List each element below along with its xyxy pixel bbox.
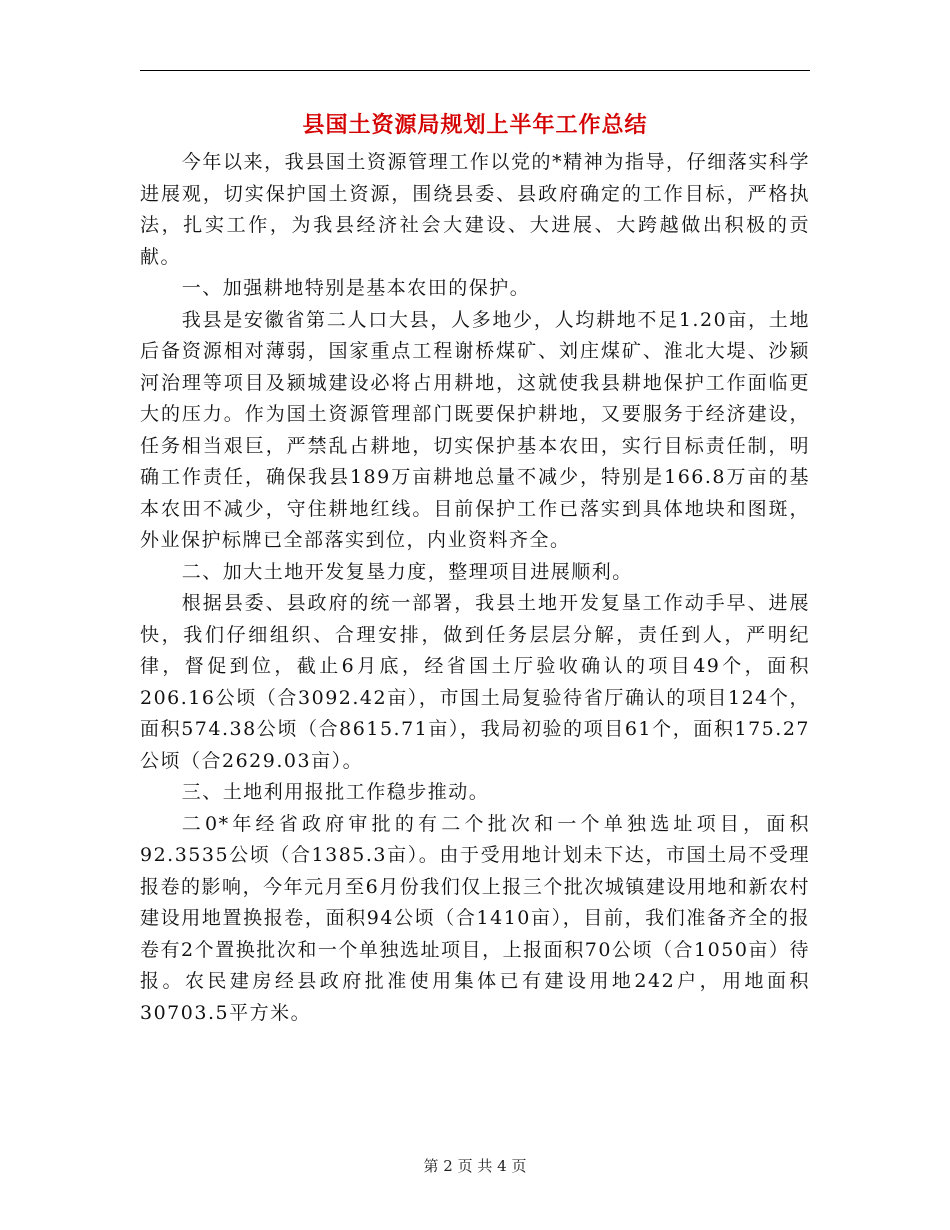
section-heading-farmland: 一、加强耕地特别是基本农田的保护。 xyxy=(181,277,531,299)
page-number: 第 2 页 共 4 页 xyxy=(423,1157,527,1175)
document-body xyxy=(140,147,810,1029)
paragraph-intro: 今年以来，我县国土资源管理工作以党的*精神为指导，仔细落实科学进展观，切实保护国土资源，围绕县委、县政府确定的工作目标，严格执法，扎实工作，为我县经济社会大建设、大进展、大跨越做出积极的贡献。 xyxy=(140,151,810,268)
section-heading-land-development: 二、加大土地开发复垦力度，整理项目进展顺利。 xyxy=(181,560,633,583)
paragraph-land-development: 根据县委、县政府的统一部署，我县土地开发复垦工作动手早、进展快，我们仔细组织、合理安排，做到任务层层分解，责任到人，严明纪律，督促到位，截止6月底，经省国土厅验收确认的项目49个，面积206.16公顷（合3092.42亩），市国土局复验待省厅确认的项目124个，面积574.38公顷（合8615.71亩），我局初验的项目61个，面积175.27公顷（合2629.03亩）。 xyxy=(140,592,810,772)
header-rule xyxy=(140,70,810,71)
section-heading-land-approval: 三、土地利用报批工作稳步推动。 xyxy=(181,781,490,803)
paragraph-farmland: 我县是安徽省第二人口大县，人多地少，人均耕地不足1.20亩，土地后备资源相对薄弱，国家重点工程谢桥煤矿、刘庄煤矿、淮北大堤、沙颍河治理等项目及颍城建设必将占用耕地，这就使我县耕地保护工作面临更大的压力。作为国土资源管理部门既要保护耕地，又要服务于经济建设，任务相当艰巨，严禁乱占耕地，切实保护基本农田，实行目标责任制，明确工作责任，确保我县189万亩耕地总量不减少，特别是166.8万亩的基本农田不减少，守住耕地红线。目前保护工作已落实到具体地块和图斑，外业保护标牌已全部落实到位，内业资料齐全。 xyxy=(140,308,810,551)
document-title: 县国土资源局规划上半年工作总结 xyxy=(302,112,648,138)
paragraph-land-approval: 二0*年经省政府审批的有二个批次和一个单独选址项目，面积92.3535公顷（合1385.3亩）。由于受用地计划未下达，市国土局不受理报卷的影响，今年元月至6月份我们仅上报三个批次城镇建设用地和新农村建设用地置换报卷，面积94公顷（合1410亩），目前，我们准备齐全的报卷有2个置换批次和一个单独选址项目，上报面积70公顷（合1050亩）待报。农民建房经县政府批准使用集体已有建设用地242户，用地面积30703.5平方米。 xyxy=(140,812,810,1024)
